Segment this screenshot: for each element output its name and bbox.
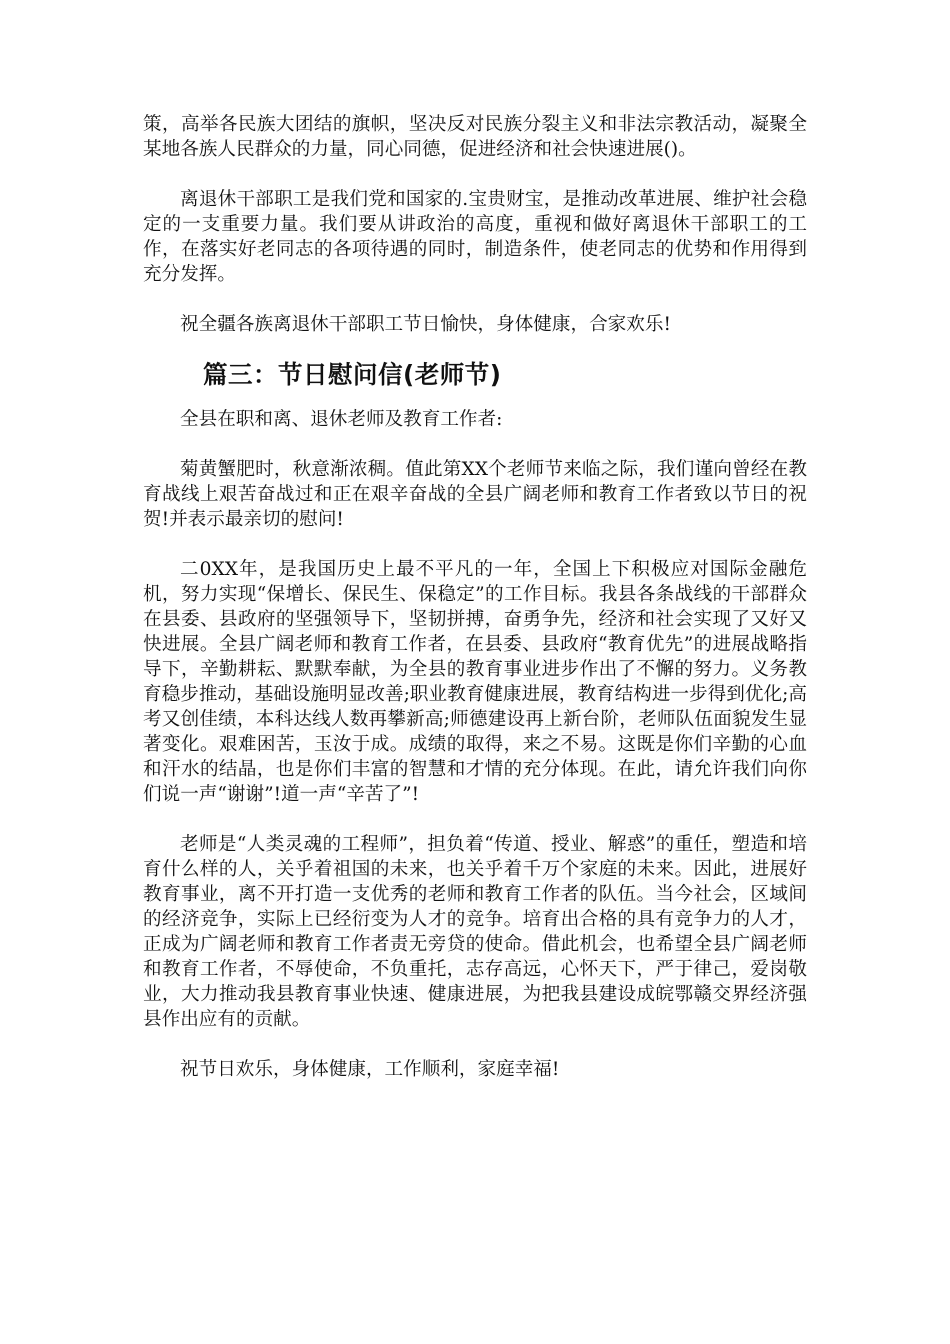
paragraph-retirees: 离退休干部职工是我们党和国家的.宝贵财宝，是推动改革进展、维护社会稳定的一支重要力量。我们要从讲政治的高度，重视和做好离退休干部职工的工作，在落实好老同志的各项待遇的同时，制造条件，使老同志的优势和作用得到充分发挥。 [143, 189, 807, 285]
paragraph-greeting: 菊黄蟹肥时，秋意渐浓稠。值此第XX个老师节来临之际，我们谨向曾经在教育战线上艰苦奋战过和正在艰辛奋战的全县广阔老师和教育工作者致以节日的祝贺!并表示最亲切的慰问! [143, 459, 807, 530]
paragraph-teacher-role: 老师是“人类灵魂的工程师”，担负着“传道、授业、解惑”的重任，塑造和培育什么样的人，关乎着祖国的未来，也关乎着千万个家庭的未来。因此，进展好教育事业，离不开打造一支优秀的老师和教育工作者的队伍。当今社会，区域间的经济竞争，实际上已经衍变为人才的竞争。培育出合格的具有竞争力的人才，正成为广阔老师和教育工作者责无旁贷的使命。借此机会，也希望全县广阔老师和教育工作者，不辱使命，不负重托，志存高远，心怀天下，严于律己，爱岗敬业，大力推动我县教育事业快速、健康进展，为把我县建设成皖鄂赣交界经济强县作出应有的贡献。 [143, 834, 807, 1030]
paragraph-final-wish: 祝节日欢乐，身体健康，工作顺利，家庭幸福! [180, 1059, 560, 1080]
section-heading: 篇三：节日慰问信(老师节) [203, 360, 502, 389]
paragraph-salutation: 全县在职和离、退休老师及教育工作者: [180, 409, 503, 430]
paragraph-achievements: 二0XX年，是我国历史上最不平凡的一年，全国上下积极应对国际金融危机，努力实现“保增长、保民生、保稳定”的工作目标。我县各条战线的干部群众在县委、县政府的坚强领导下，坚韧拼搏，奋勇争先，经济和社会实现了又好又快进展。全县广阔老师和教育工作者，在县委、县政府“教育优先”的进展战略指导下，辛勤耕耘、默默奉献，为全县的教育事业进步作出了不懈的努力。义务教育稳步推动，基础设施明显改善;职业教育健康进展，教育结构进一步得到优化;高考又创佳绩，本科达线人数再攀新高;师德建设再上新台阶，老师队伍面貌发生显著变化。艰难困苦，玉汝于成。成绩的取得，来之不易。这既是你们辛勤的心血和汗水的结晶，也是你们丰富的智慧和才情的充分体现。在此，请允许我们向你们说一声“谢谢”!道一声“辛苦了”! [143, 559, 807, 805]
paragraph-closing-wish: 祝全疆各族离退休干部职工节日愉快，身体健康，合家欢乐! [180, 314, 671, 335]
document-body [143, 112, 807, 1082]
paragraph-continuation: 策，高举各民族大团结的旗帜，坚决反对民族分裂主义和非法宗教活动，凝聚全某地各族人民群众的力量，同心同德，促进经济和社会快速进展()。 [143, 114, 807, 160]
